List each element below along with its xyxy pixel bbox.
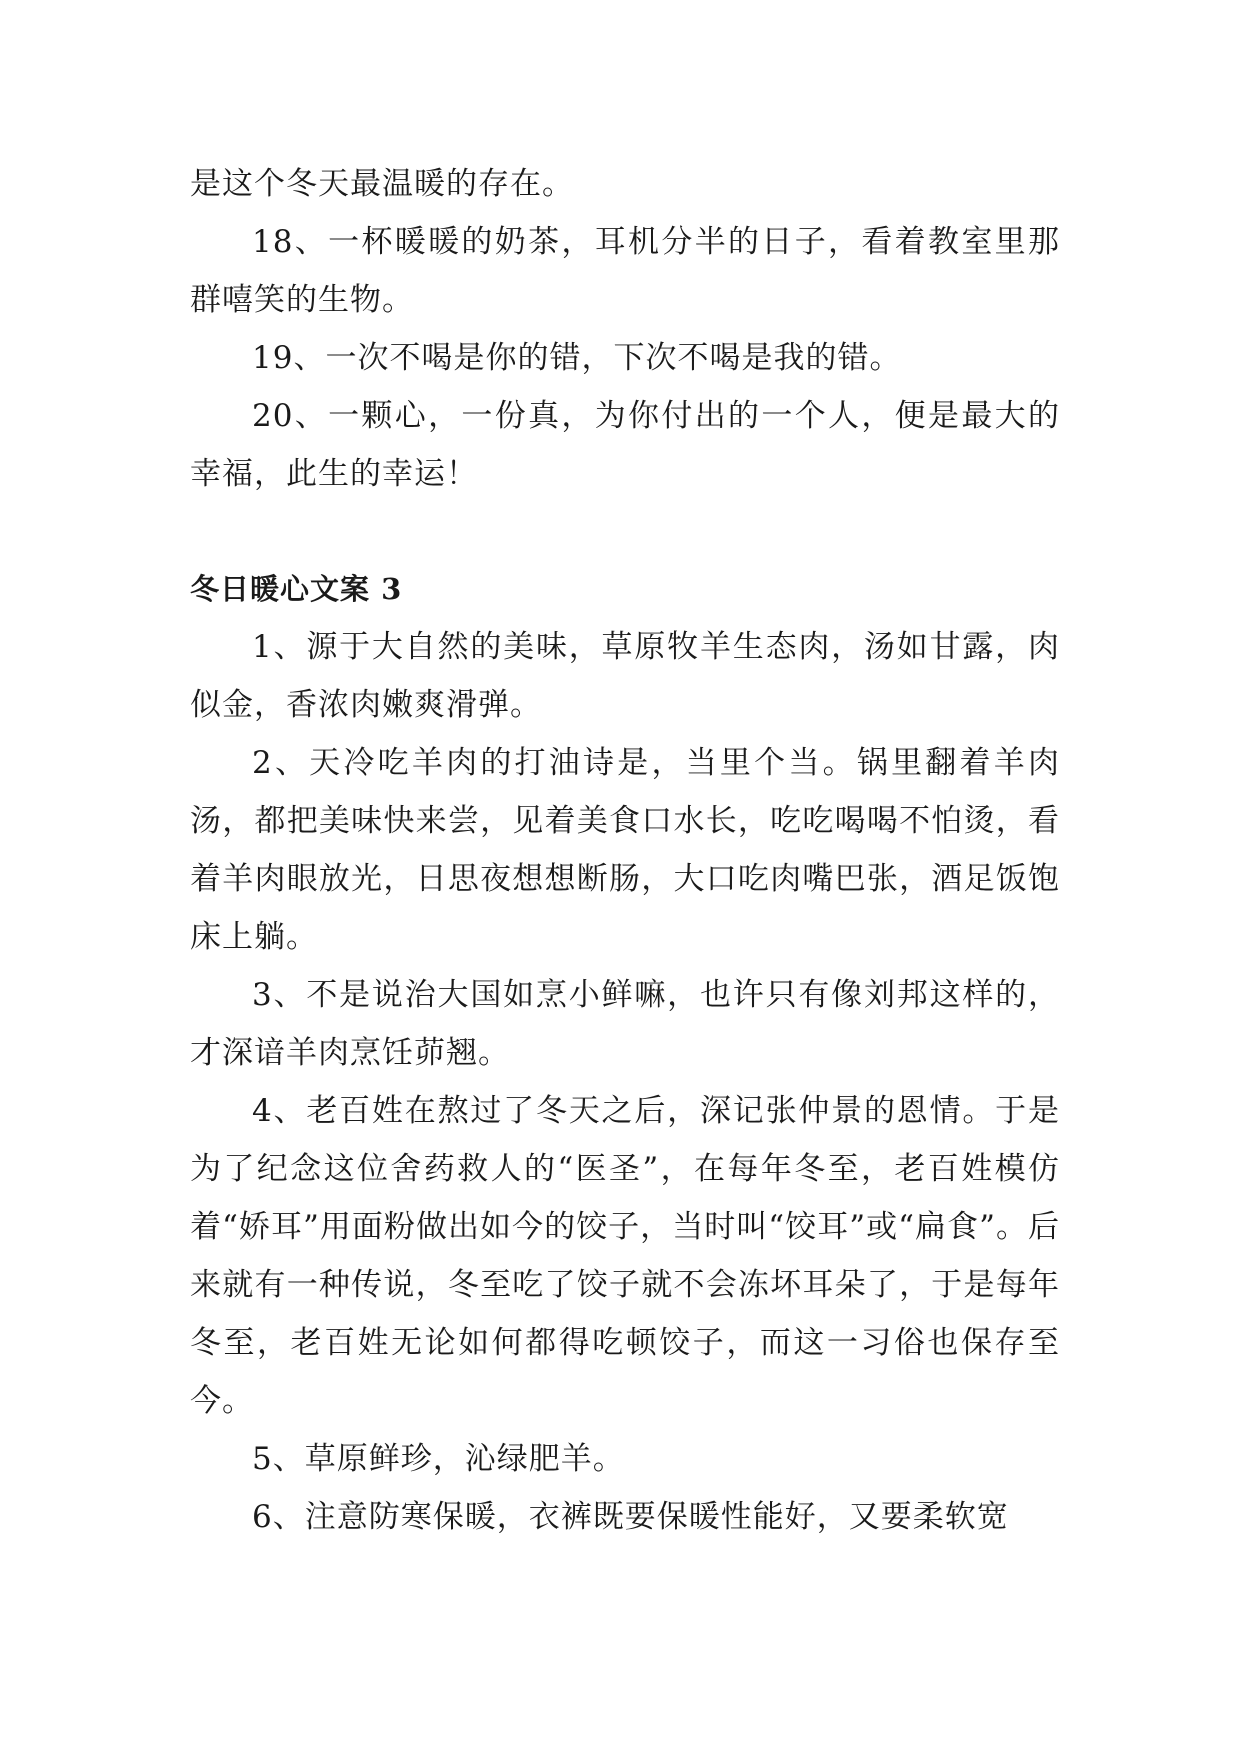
document-body bbox=[190, 155, 1060, 1546]
lead-paragraph: 是这个冬天最温暖的存在。 bbox=[190, 166, 574, 202]
paragraph-19: 19、一次不喝是你的错，下次不喝是我的错。 bbox=[252, 340, 902, 376]
paragraph-4: 4、老百姓在熬过了冬天之后，深记张仲景的恩情。于是为了纪念这位舍药救人的“医圣”，在每年冬至，老百姓模仿着“娇耳”用面粉做出如今的饺子，当时叫“饺耳”或“扁食”。后来就有一种传说，冬至吃了饺子就不会冻坏耳朵了，于是每年冬至，老百姓无论如何都得吃顿饺子，而这一习俗也保存至今。 bbox=[190, 1093, 1060, 1419]
paragraph-18: 18、一杯暖暖的奶茶，耳机分半的日子，看着教室里那群嘻笑的生物。 bbox=[190, 224, 1060, 318]
paragraph-6: 6、注意防寒保暖，衣裤既要保暖性能好，又要柔软宽 bbox=[252, 1499, 1009, 1535]
section-title: 冬日暖心文案 3 bbox=[190, 572, 403, 606]
paragraph-3: 3、不是说治大国如烹小鲜嘛，也许只有像刘邦这样的，才深谙羊肉烹饪茆翘。 bbox=[190, 977, 1060, 1071]
paragraph-2: 2、天冷吃羊肉的打油诗是，当里个当。锅里翻着羊肉汤，都把美味快来尝，见着美食口水长，吃吃喝喝不怕烫，看着羊肉眼放光，日思夜想想断肠，大口吃肉嘴巴张，酒足饭饱床上躺。 bbox=[190, 745, 1060, 955]
paragraph-1: 1、源于大自然的美味，草原牧羊生态肉，汤如甘露，肉似金，香浓肉嫩爽滑弹。 bbox=[190, 629, 1060, 723]
paragraph-5: 5、草原鲜珍，沁绿肥羊。 bbox=[252, 1441, 625, 1477]
paragraph-20: 20、一颗心，一份真，为你付出的一个人，便是最大的幸福，此生的幸运！ bbox=[190, 398, 1060, 492]
